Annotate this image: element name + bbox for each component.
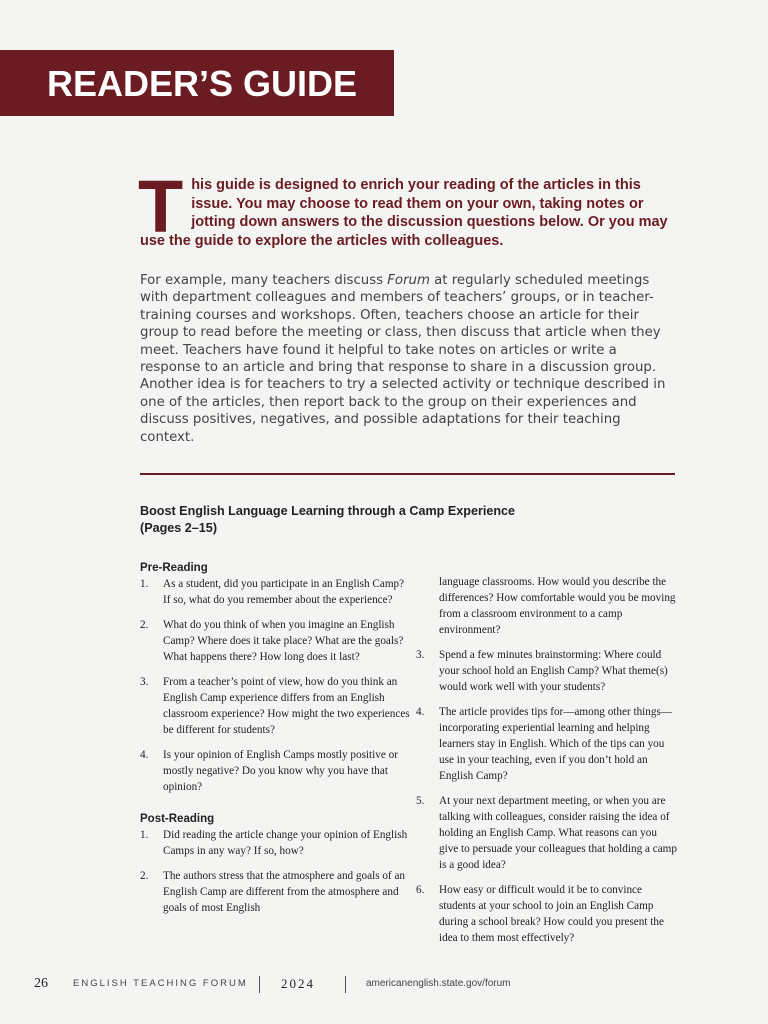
- list-item: [140, 747, 410, 795]
- item-number: 4.: [416, 706, 425, 718]
- article-pages: (Pages 2–15): [140, 520, 218, 535]
- item-number: 5.: [416, 795, 425, 807]
- page-number: 26: [34, 976, 48, 991]
- item-number: 6.: [416, 884, 425, 896]
- item-number: 3.: [140, 676, 149, 688]
- item-text: The authors stress that the atmosphere and goals of an English Camp are different from the atmosphere and goals of most English: [163, 870, 406, 914]
- intro-text: his guide is designed to enrich your reading of the articles in this issue. You may choose to read them on your own, taking notes or jotting down answers to the discussion questions below. Or you may use the guide to explore the articles with colleagues.: [140, 177, 668, 249]
- item-number: 1.: [140, 829, 149, 841]
- item-text: Spend a few minutes brainstorming: Where could your school hold an English Camp? What theme(s) would work well with your students?: [439, 649, 668, 693]
- item-number: 2.: [140, 870, 149, 882]
- post-reading-list-continued: [416, 647, 678, 946]
- item-text: At your next department meeting, or when you are talking with colleagues, consider raising the idea of holding an English Camp. What reasons can you give to persuade your colleagues that holding a camp is a good idea?: [439, 795, 677, 871]
- item-text: From a teacher’s point of view, how do you think an English Camp experience differs from an English classroom experience? How might the two experiences be different for students?: [163, 676, 410, 736]
- body-paragraph: [140, 272, 675, 446]
- continued-item-text: language classrooms. How would you describe the differences? How comfortable would you be moving from a classroom environment to a camp environment?: [439, 576, 676, 636]
- item-text: What do you think of when you imagine an English Camp? Where does it take place? What are the goals? What happens there? How long does it last?: [163, 619, 404, 663]
- footer-divider: [259, 976, 260, 993]
- page-footer: [0, 976, 768, 996]
- article-title: Boost English Language Learning through a Camp Experience: [140, 504, 516, 518]
- pre-reading-list: [140, 576, 410, 795]
- item-text: Did reading the article change your opinion of English Camps in any way? If so, how?: [163, 829, 408, 857]
- body-text-before: For example, many teachers discuss: [140, 273, 388, 288]
- list-item: [140, 617, 410, 665]
- drop-cap: T: [138, 165, 184, 248]
- list-item: [416, 704, 678, 784]
- forum-title: Forum: [387, 273, 430, 288]
- magazine-name: ENGLISH TEACHING FORUM: [73, 978, 248, 989]
- footer-divider: [345, 976, 346, 993]
- section-divider: [140, 473, 675, 475]
- left-column: [140, 560, 410, 925]
- item-number: 1.: [140, 578, 149, 590]
- list-item: [416, 793, 678, 873]
- item-text: Is your opinion of English Camps mostly positive or mostly negative? Do you know why you have that opinion?: [163, 749, 398, 793]
- list-item: [140, 674, 410, 738]
- pre-reading-heading: Pre-Reading: [140, 562, 208, 574]
- intro-paragraph: [138, 165, 680, 250]
- list-item: [416, 882, 678, 946]
- right-column: [416, 574, 678, 955]
- website-link[interactable]: americanenglish.state.gov/forum: [366, 978, 511, 989]
- item-number: 3.: [416, 649, 425, 661]
- item-text: The article provides tips for—among other things—incorporating experiential learning and helping learners stay in English. Which of the tips can you use in your teaching, even if you don’t hold an English Camp?: [439, 706, 673, 782]
- title-banner: [0, 50, 394, 116]
- body-text-after: at regularly scheduled meetings with department colleagues and members of teachers’ groups, or in teacher-training courses and workshops. Often, teachers choose an article for their group to read before the meeting or class, then discuss that article when they meet. Teachers have found it helpful to take notes on articles or write a response to an article and bring that response to share in a discussion group. Another idea is for teachers to try a selected activity or technique described in one of the articles, then report back to the group on their experiences and discuss positives, negatives, and possible adaptations for their teaching context.: [140, 273, 666, 445]
- item-number: 2.: [140, 619, 149, 631]
- page-title: READER’S GUIDE: [47, 63, 358, 104]
- item-text: As a student, did you participate in an English Camp? If so, what do you remember about the experience?: [163, 578, 405, 606]
- list-item: [140, 868, 410, 916]
- list-item: [140, 576, 410, 608]
- list-item: [140, 827, 410, 859]
- list-item: [416, 647, 678, 695]
- article-heading: [140, 503, 675, 536]
- issue-year: 2024: [281, 976, 315, 991]
- item-number: 4.: [140, 749, 149, 761]
- item-text: How easy or difficult would it be to convince students at your school to join an English Camp during a school break? How could you present the idea to them most effectively?: [439, 884, 664, 944]
- post-reading-list: [140, 827, 410, 916]
- post-reading-heading: Post-Reading: [140, 813, 215, 825]
